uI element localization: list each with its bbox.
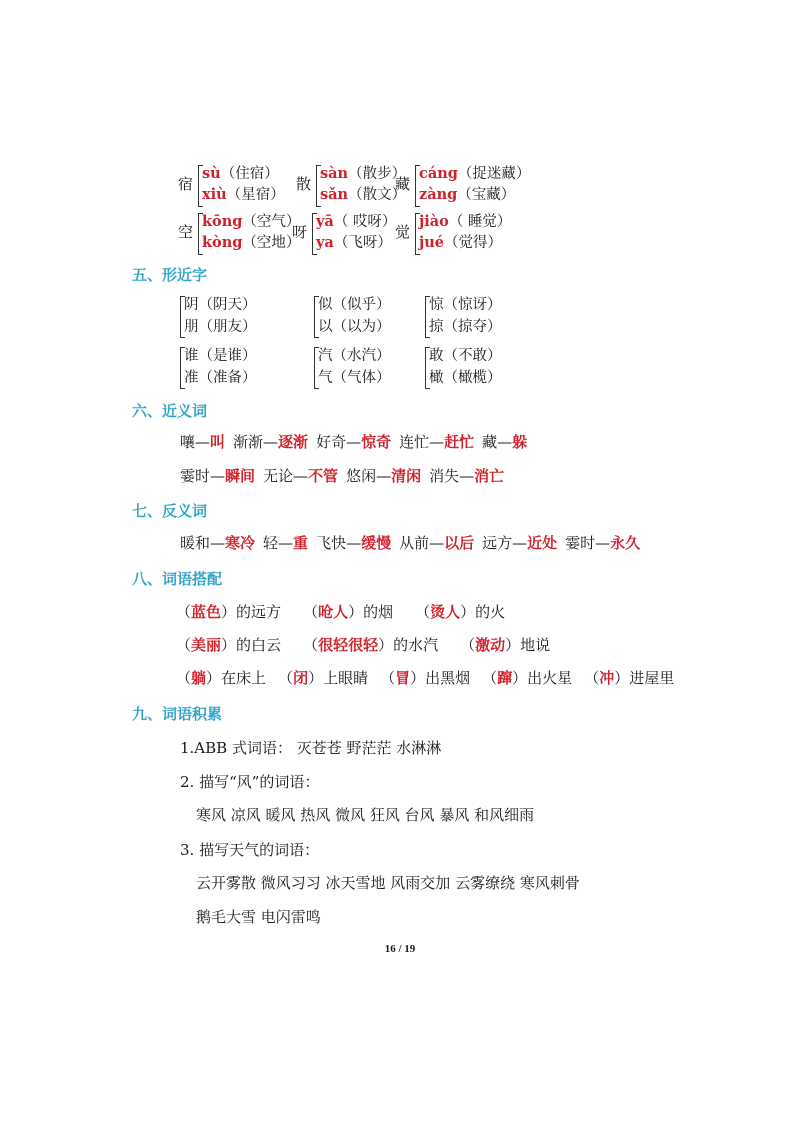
reading-2: sǎn（散文）	[320, 186, 407, 203]
word-pair: 悠闲—清闲	[346, 467, 422, 485]
word-pair: 好奇—惊奇	[316, 433, 392, 451]
page-number: 16 / 19	[384, 943, 416, 955]
word-pair: 霎时—瞬间	[180, 467, 256, 485]
reading-1: sù（住宿）	[202, 165, 279, 182]
collocation-item: （美丽）的白云	[176, 636, 282, 654]
polyphone-char: 觉	[395, 223, 411, 241]
word-pair: 霎时—永久	[565, 534, 641, 552]
collocation-item: （很轻很轻）的水汽	[303, 636, 439, 654]
similar-char-item: 以（以为）	[318, 319, 391, 335]
wind-words-title: 2. 描写“风”的词语：	[180, 773, 320, 791]
section-8-title: 八、词语搭配	[132, 570, 223, 588]
reading-2: ya（飞呀）	[316, 234, 392, 251]
similar-char-item: 谁（是谁）	[184, 348, 257, 364]
collocation-line-3	[176, 667, 686, 689]
collocation-item: （烫人）的火	[415, 603, 506, 621]
word-pair: 藏—躲	[482, 433, 528, 451]
abb-words: 1.ABB 式词语： 灭苍苍 野茫茫 水淋淋	[180, 739, 442, 757]
section-9-title: 九、词语积累	[132, 705, 223, 723]
collocation-item: （蹿）出火星	[482, 669, 573, 687]
similar-char-item: 汽（水汽）	[318, 348, 391, 364]
reading-2: xiù（星宿）	[202, 186, 285, 203]
polyphone-char: 宿	[178, 175, 194, 193]
reading-1: sàn（散步）	[320, 165, 407, 182]
section-5-title: 五、形近字	[132, 266, 208, 284]
word-pair: 飞快—缓慢	[316, 534, 392, 552]
collocation-item: （躺）在床上	[176, 669, 267, 687]
collocation-item: （冒）出黑烟	[380, 669, 471, 687]
similar-char-item: 准（准备）	[184, 370, 257, 386]
collocation-item: （冲）进屋里	[584, 669, 675, 687]
word-pair: 嚷—叫	[180, 433, 226, 451]
reading-1: kōng（空气）	[202, 213, 301, 230]
reading-1: yā（ 哎呀）	[316, 213, 397, 230]
reading-2: kòng（空地）	[202, 234, 301, 251]
weather-words-line-2: 鹅毛大雪 电闪雷鸣	[196, 908, 321, 926]
polyphone-char: 呀	[292, 223, 308, 241]
section-6-title: 六、近义词	[132, 402, 208, 420]
polyphone-char: 藏	[395, 175, 411, 193]
synonyms-line-2	[180, 465, 512, 487]
word-pair: 渐渐—逐渐	[233, 433, 309, 451]
similar-char-item: 气（气体）	[318, 370, 391, 386]
reading-1: jiào（ 睡觉）	[419, 213, 512, 230]
word-pair: 消失—消亡	[429, 467, 505, 485]
antonyms-line-1	[180, 532, 648, 554]
similar-char-item: 阴（阴天）	[184, 297, 257, 313]
word-pair: 暖和—寒冷	[180, 534, 256, 552]
word-pair: 远方—近处	[482, 534, 558, 552]
similar-char-item: 惊（惊讶）	[429, 297, 502, 313]
similar-char-item: 敢（不敢）	[429, 348, 502, 364]
weather-words-title: 3. 描写天气的词语：	[180, 841, 320, 859]
wind-words: 寒风 凉风 暖风 热风 微风 狂风 台风 暴风 和风细雨	[196, 806, 535, 824]
polyphone-char: 空	[178, 223, 194, 241]
word-pair: 无论—不管	[263, 467, 339, 485]
synonyms-line-1	[180, 431, 535, 453]
section-7-title: 七、反义词	[132, 502, 208, 520]
reading-2: jué（觉得）	[419, 234, 503, 251]
word-pair: 轻—重	[263, 534, 309, 552]
collocation-item: （蓝色）的远方	[176, 603, 282, 621]
collocation-item: （激动）地说	[460, 636, 551, 654]
similar-char-item: 橄（橄榄）	[429, 370, 502, 386]
collocation-item: （闭）上眼睛	[278, 669, 369, 687]
collocation-line-1	[176, 601, 527, 623]
reading-1: cáng（捉迷藏）	[419, 165, 531, 182]
similar-char-item: 似（似乎）	[318, 297, 391, 313]
similar-char-item: 掠（掠夺）	[429, 319, 502, 335]
word-pair: 从前—以后	[399, 534, 475, 552]
collocation-line-2	[176, 634, 572, 656]
collocation-item: （呛人）的烟	[303, 603, 394, 621]
reading-2: zàng（宝藏）	[419, 186, 516, 203]
polyphone-char: 散	[296, 175, 312, 193]
similar-char-item: 朋（朋友）	[184, 319, 257, 335]
word-pair: 连忙—赶忙	[399, 433, 475, 451]
weather-words-line-1: 云开雾散 微风习习 冰天雪地 风雨交加 云雾缭绕 寒风刺骨	[196, 874, 580, 892]
